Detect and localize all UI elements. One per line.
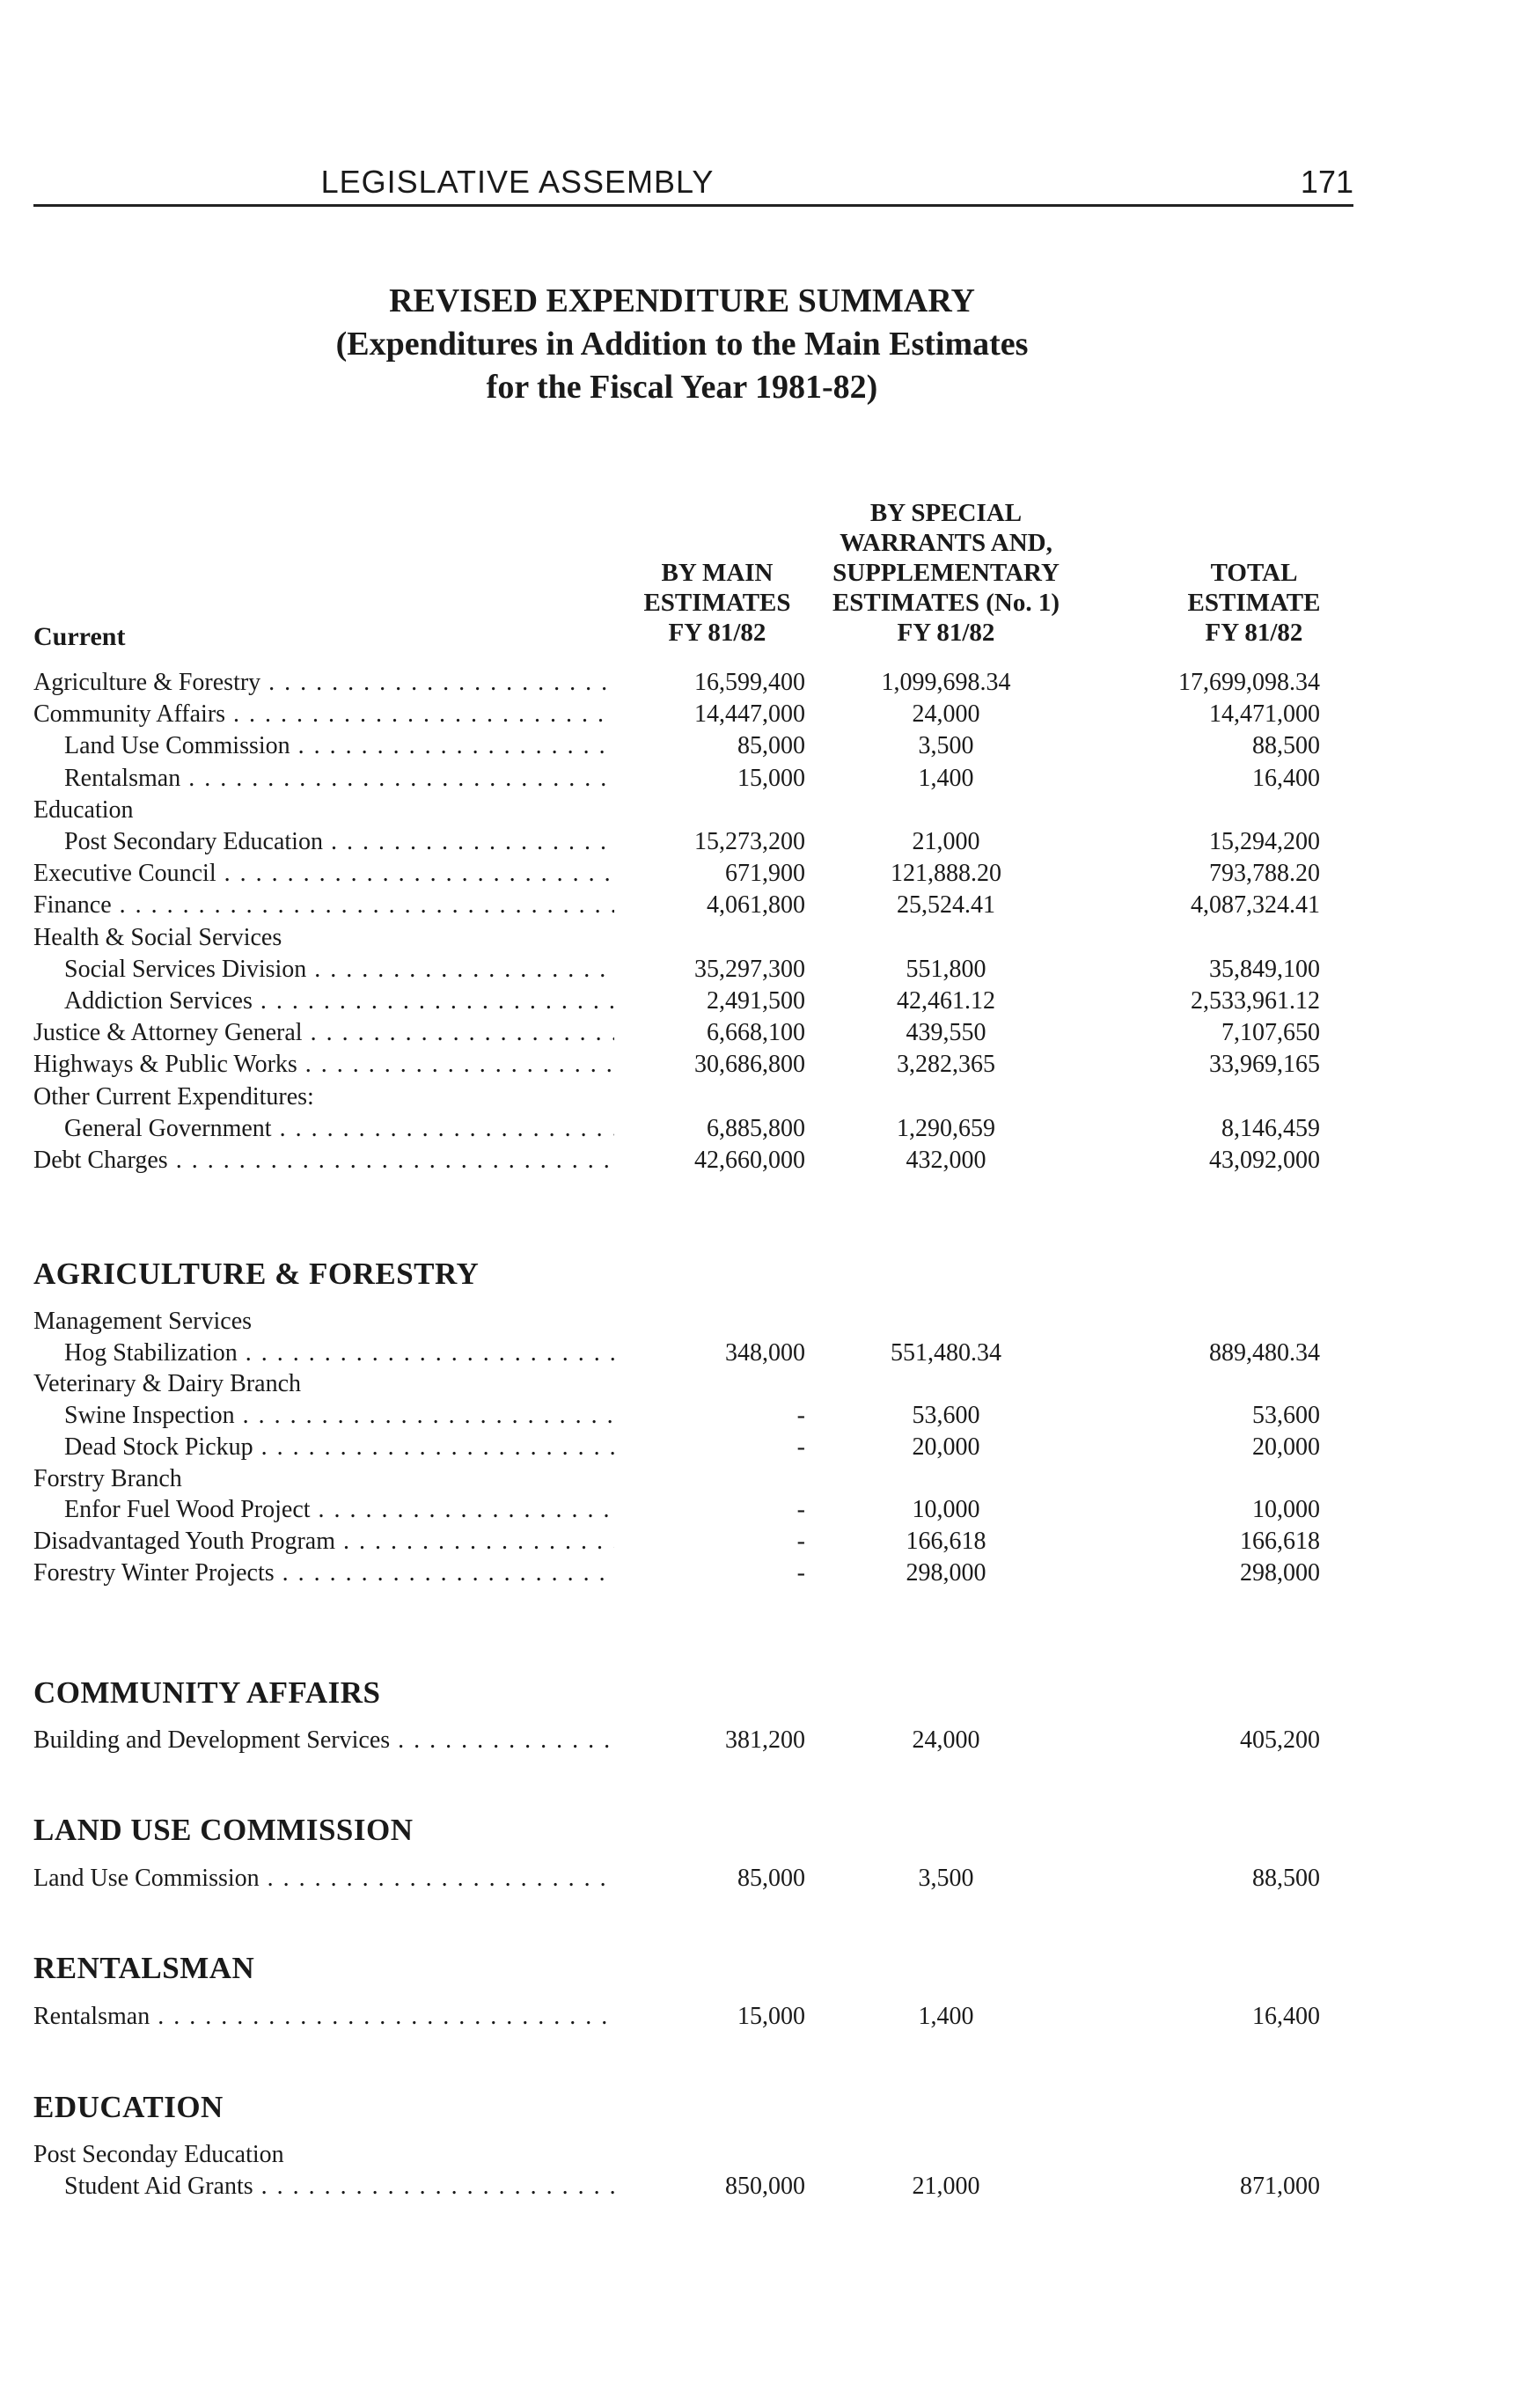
row-label: Forstry Branch [33,1464,182,1492]
cell-main: - [796,1496,805,1524]
section-title-agriculture: AGRICULTURE & FORESTRY [33,1257,480,1291]
row-label: Rentalsman . . . [64,763,614,795]
row-label: Hog Stabilization . . . [64,1338,614,1369]
table-row [0,1145,1540,1176]
row-label: Post Seconday Education [33,2141,284,2168]
column-header-line: ESTIMATES [643,589,791,617]
table-row [0,2139,1540,2171]
column-header-line: WARRANTS AND, [840,529,1052,557]
cell-main: 16,599,400 [694,669,805,696]
row-label: Land Use Commission . . . [64,730,614,762]
cell-total: 2,533,961.12 [1191,987,1320,1015]
row-label: Highways & Public Works . . . [33,1049,614,1081]
column-header-line: BY MAIN [661,559,774,587]
cell-special: 10,000 [912,1496,980,1524]
row-label: Swine Inspection . . . [64,1400,614,1432]
cell-special: 25,524.41 [897,891,995,920]
cell-main: 35,297,300 [694,955,805,983]
cell-total: 16,400 [1252,764,1320,792]
column-header-line: ESTIMATE [1187,589,1321,617]
table-row [0,1494,1540,1526]
subtitle-line: (Expenditures in Addition to the Main Estimates [335,326,1029,363]
cell-total: 35,849,100 [1209,955,1320,983]
cell-main: 14,447,000 [694,700,805,729]
cell-total: 53,600 [1252,1402,1320,1430]
table-row [0,1463,1540,1495]
table-row [0,826,1540,858]
cell-special: 432,000 [906,1147,986,1174]
row-label: Executive Council . . . [33,858,614,890]
cell-special: 551,800 [906,955,986,983]
table-row [0,1306,1540,1338]
cell-special: 1,290,659 [897,1114,995,1142]
row-label: General Government . . . [64,1113,614,1145]
cell-special: 298,000 [906,1558,986,1587]
table-row [0,890,1540,921]
table-row [0,1432,1540,1463]
table-row [0,1400,1540,1432]
row-label: Finance . . . [33,890,614,921]
cell-special: 3,500 [918,1865,974,1892]
cell-special: 1,400 [918,764,974,792]
cell-main: 6,885,800 [707,1114,805,1142]
cell-total: 166,618 [1240,1527,1320,1555]
cell-main: 4,061,800 [707,891,805,920]
cell-total: 7,107,650 [1221,1019,1320,1047]
cell-special: 42,461.12 [897,987,995,1015]
cell-total: 793,788.20 [1209,860,1320,888]
column-header-line: SUPPLEMENTARY [832,559,1060,587]
row-label: Dead Stock Pickup . . . [64,1432,614,1463]
row-label: Justice & Attorney General . . . [33,1017,614,1049]
row-label: Addiction Services . . . [64,986,614,1017]
row-label: Enfor Fuel Wood Project . . . [64,1494,614,1526]
cell-total: 88,500 [1252,732,1320,760]
cell-total: 871,000 [1240,2173,1320,2200]
table-row [0,2001,1540,2033]
column-header-special-warrants [823,498,1069,648]
column-header-total-estimate [1170,558,1338,648]
cell-main: 42,660,000 [694,1147,805,1174]
table-row [0,795,1540,826]
table-row [0,1526,1540,1557]
row-label: Land Use Commission . . . [33,1863,614,1895]
cell-main: - [796,1402,805,1430]
row-label: Building and Development Services . . . [33,1725,614,1756]
cell-special: 3,500 [918,732,974,760]
cell-special: 551,480.34 [891,1338,1001,1367]
row-label: Post Secondary Education . . . [64,826,614,858]
cell-total: 298,000 [1240,1558,1320,1587]
cell-total: 4,087,324.41 [1191,891,1320,920]
cell-total: 8,146,459 [1221,1114,1320,1142]
row-label: Veterinary & Dairy Branch [33,1370,301,1398]
cell-special: 21,000 [912,2173,980,2200]
cell-special: 3,282,365 [897,1051,995,1079]
cell-main: 348,000 [725,1338,805,1367]
section-title-rentalsman: RENTALSMAN [33,1951,255,1985]
section-title-education: EDUCATION [33,2090,224,2124]
table-row [0,1338,1540,1369]
column-header-line: FY 81/82 [1205,619,1303,647]
cell-total: 405,200 [1240,1726,1320,1754]
row-label: Student Aid Grants . . . [64,2171,614,2202]
cell-total: 10,000 [1252,1496,1320,1524]
cell-total: 43,092,000 [1209,1147,1320,1174]
table-row [0,858,1540,890]
table-row [0,730,1540,762]
row-label: Social Services Division . . . [64,954,614,986]
row-label: Other Current Expenditures: [33,1082,314,1110]
document-title [0,280,1364,409]
row-label: Community Affairs . . . [33,699,614,730]
cell-main: 85,000 [737,732,805,760]
column-header-line: BY SPECIAL [869,499,1023,527]
cell-main: 381,200 [725,1726,805,1754]
cell-main: 15,000 [737,2003,805,2030]
cell-main: - [796,1433,805,1461]
cell-special: 121,888.20 [891,860,1001,888]
page-number: 171 [1300,164,1353,200]
cell-main: 671,900 [725,860,805,888]
cell-special: 166,618 [906,1527,986,1555]
table-row [0,667,1540,699]
table-row [0,1113,1540,1145]
table-row [0,1725,1540,1756]
cell-main: 30,686,800 [694,1051,805,1079]
column-header-line: ESTIMATES (No. 1) [832,589,1060,617]
column-header-line: FY 81/82 [668,619,766,647]
row-label: Forestry Winter Projects . . . [33,1557,614,1589]
section-title-community-affairs: COMMUNITY AFFAIRS [33,1675,381,1710]
table-row [0,1081,1540,1113]
cell-main: 850,000 [725,2173,805,2200]
column-header-line: FY 81/82 [897,619,995,647]
row-label: Management Services [33,1308,253,1335]
running-title: LEGISLATIVE ASSEMBLY [320,164,715,200]
table-row [0,2171,1540,2202]
row-label: Health & Social Services [33,923,282,951]
cell-main: 85,000 [737,1865,805,1892]
row-label: Debt Charges . . . [33,1145,614,1176]
table-row [0,1049,1540,1081]
cell-special: 24,000 [912,1726,980,1754]
page-header [33,157,1353,207]
current-label: Current [33,622,126,651]
table-row [0,1017,1540,1049]
row-label: Rentalsman . . . [33,2001,614,2033]
column-header-line: TOTAL [1210,559,1298,587]
table-row [0,954,1540,986]
cell-total: 16,400 [1252,2003,1320,2030]
cell-total: 15,294,200 [1209,828,1320,855]
cell-main: 6,668,100 [707,1019,805,1047]
table-row [0,1863,1540,1895]
cell-total: 17,699,098.34 [1178,669,1320,696]
table-row [0,699,1540,730]
title-line: REVISED EXPENDITURE SUMMARY [389,282,975,319]
cell-special: 53,600 [912,1402,980,1430]
cell-special: 24,000 [912,700,980,729]
table-row [0,986,1540,1017]
table-row [0,1368,1540,1400]
cell-main: 15,000 [737,764,805,792]
section-title-land-use: LAND USE COMMISSION [33,1813,414,1847]
table-row [0,1557,1540,1589]
cell-main: - [796,1558,805,1587]
cell-main: - [796,1527,805,1555]
cell-total: 20,000 [1252,1433,1320,1461]
table-row [0,763,1540,795]
table-row [0,922,1540,954]
cell-total: 88,500 [1252,1865,1320,1892]
cell-special: 20,000 [912,1433,980,1461]
cell-special: 1,400 [918,2003,974,2030]
cell-special: 21,000 [912,828,980,855]
cell-special: 439,550 [906,1019,986,1047]
subtitle-line: for the Fiscal Year 1981-82) [486,369,878,406]
cell-total: 889,480.34 [1209,1338,1320,1367]
cell-special: 1,099,698.34 [881,669,1011,696]
row-label: Disadvantaged Youth Program . . . [33,1526,614,1557]
row-label: Education [33,795,134,824]
cell-main: 2,491,500 [707,987,805,1015]
cell-main: 15,273,200 [694,828,805,855]
column-header-main-estimates [629,558,805,648]
row-label: Agriculture & Forestry . . . [33,667,614,699]
cell-total: 14,471,000 [1209,700,1320,729]
cell-total: 33,969,165 [1209,1051,1320,1079]
